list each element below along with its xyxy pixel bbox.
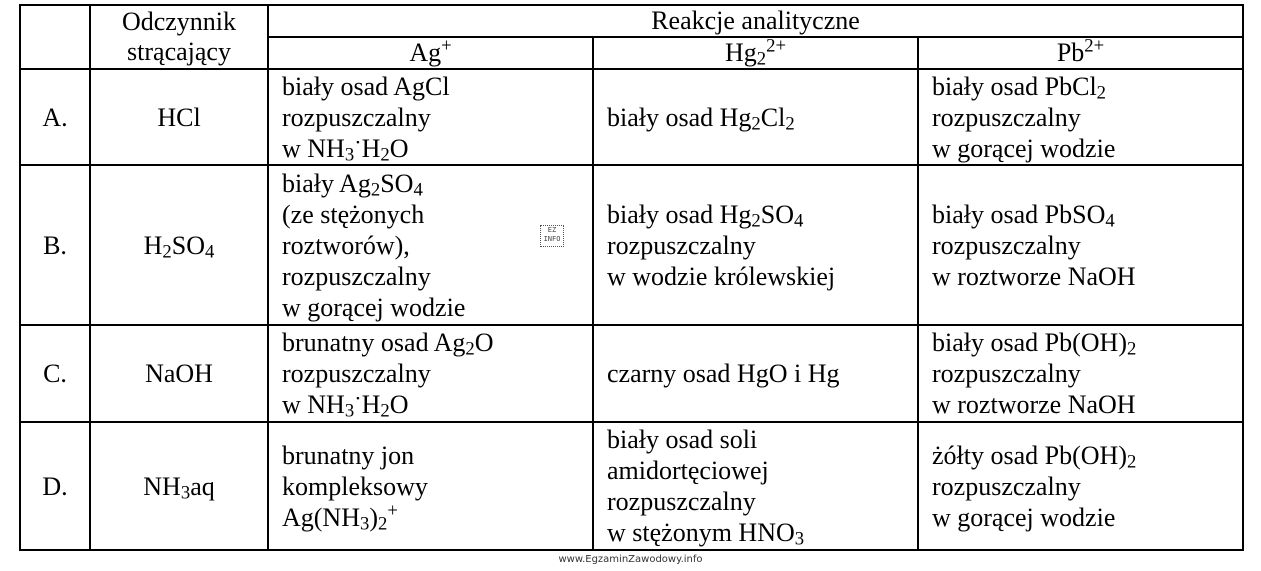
pb-reaction-cell [918,422,1243,550]
formula-sub: 2 [380,400,390,422]
formula-sub: 4 [413,178,423,200]
cell-line [607,455,917,486]
text-segment: biały osad PbCl [932,71,1097,101]
row-letter: A. [20,69,90,165]
cell-line [282,261,592,292]
formula-sub: 4 [794,209,804,231]
formula-sub: 2 [465,338,475,360]
formula-sub: 4 [205,240,215,262]
cell-line [932,261,1242,292]
text-segment: rozpuszczalny [282,102,431,132]
formula-dot: · [354,385,362,411]
reagent-cell [90,422,268,550]
cell-line [282,440,592,471]
cell-line [607,230,917,261]
text-segment: biały osad AgCl [282,71,450,101]
text-segment: w NH [282,390,345,419]
text-segment: rozpuszczalny [607,487,756,516]
text-segment: rozpuszczalny [932,471,1081,501]
formula-sub: 3 [360,512,370,534]
cell-line [932,199,1242,230]
text-segment: w wodzie królewskiej [607,261,836,291]
cell-line [607,358,917,389]
text-segment: (ze stężonych [282,199,425,229]
text-segment: aq [190,471,215,501]
formula-sub: 2 [751,209,761,231]
cell-line [282,385,592,422]
text-segment: NaOH [145,359,213,388]
cell-line [607,199,917,230]
cell-line [282,327,592,358]
pb-reaction-cell [918,165,1243,325]
text-segment: kompleksowy [282,471,428,501]
formula-sup: 2+ [766,35,787,57]
text-segment: H [361,390,381,419]
hg-reaction-cell [593,69,918,165]
cell-line [932,358,1242,389]
cell-line [282,502,592,533]
cell-line [282,358,592,389]
text-segment: SO [380,168,414,198]
formula-sub: 2 [162,240,172,262]
reagent-cell [90,69,268,165]
reagent-header-line-2: strącający [127,37,231,66]
row-letter: C. [20,325,90,422]
formula-sub: 3 [344,400,355,422]
cell-line [932,502,1242,533]
formula-sup: + [387,500,398,522]
cell-line [932,102,1242,133]
formula-sub: 3 [794,528,805,550]
text-segment: roztworów), [282,230,410,260]
text-segment: biały osad soli [607,425,758,454]
text-segment: biały osad Hg [607,102,752,132]
text-segment: Cl [760,102,786,132]
text-segment: w stężonym HNO [607,518,795,547]
cell-line [607,424,917,455]
formula-sub: 2 [1126,338,1137,360]
text-segment: biały osad Hg [607,199,752,229]
text-segment: rozpuszczalny [932,230,1081,260]
formula-sub: 2 [380,143,390,165]
ion-header-hg [593,37,918,69]
formula-sub: 4 [1105,209,1115,231]
cell-line [932,230,1242,261]
text-segment: Ag(NH [282,502,360,532]
pb-reaction-cell [918,325,1243,422]
text-segment: w roztworze NaOH [932,390,1136,419]
text-segment: H [361,133,381,163]
cell-line [932,389,1242,420]
reactions-table [19,4,1244,551]
text-segment: Ag [409,38,442,67]
text-segment: O [474,328,494,357]
text-segment: czarny osad HgO i Hg [607,359,840,388]
table-body [20,69,1243,550]
watermark-logo: EZ INFO [540,225,564,247]
row-letter: D. [20,422,90,550]
cell-line [607,261,917,292]
formula-sub: 2 [1126,450,1137,472]
footer-url: www.EgzaminZawodowy.info [558,554,703,565]
text-segment: w roztworze NaOH [932,261,1136,291]
cell-line [932,471,1242,502]
cell-line [932,440,1242,471]
text-segment: ) [369,502,379,532]
text-segment: brunatny jon [282,440,415,470]
cell-line [607,486,917,517]
text-segment: rozpuszczalny [932,359,1081,388]
text-segment: O [389,133,409,163]
reagent-header [90,5,268,69]
formula-dot: · [354,128,362,154]
reactions-header: Reakcje analityczne [268,5,1243,37]
formula-sub: 2 [370,178,381,200]
text-segment: O [389,390,409,419]
cell-line [932,71,1242,102]
hg-reaction-cell [593,325,918,422]
table-row [20,69,1243,165]
text-segment: brunatny osad Ag [282,328,466,357]
text-segment: w NH [282,133,345,163]
text-segment: Hg [724,38,757,67]
text-segment: w gorącej wodzie [932,133,1116,163]
cell-line [282,102,592,133]
cell-line [282,292,592,323]
text-segment: Pb [1056,38,1085,67]
formula-sup: 2+ [1084,35,1105,57]
text-segment: H [143,230,163,260]
hg-reaction-cell [593,422,918,550]
text-segment: HCl [157,102,201,132]
text-segment: rozpuszczalny [932,102,1081,132]
text-segment: biały Ag [282,168,371,198]
text-segment: rozpuszczalny [282,359,431,388]
text-segment: w gorącej wodzie [932,502,1116,532]
pb-reaction-cell [918,69,1243,165]
row-letter: B. [20,165,90,325]
reagent-cell [90,165,268,325]
cell-line [282,128,592,165]
formula-sub: 2 [785,112,795,134]
text-segment: rozpuszczalny [282,261,431,291]
text-segment: biały osad Pb(OH) [932,328,1127,357]
ag-reaction-cell [268,69,593,165]
text-segment: NH [143,471,181,501]
cell-line [607,517,917,548]
formula-sub: 2 [751,112,761,134]
reagent-header-line-1: Odczynnik [121,7,237,36]
formula-sub: 2 [378,512,388,534]
corner-cell [20,5,90,69]
formula-sub: 3 [344,143,355,165]
ag-reaction-cell [268,422,593,550]
cell-line [282,168,592,199]
text-segment: żółty osad Pb(OH) [932,440,1127,470]
reagent-cell [90,325,268,422]
table-row [20,165,1243,325]
cell-line [282,471,592,502]
text-segment: SO [760,199,795,229]
text-segment: rozpuszczalny [607,230,756,260]
hg-reaction-cell [593,165,918,325]
cell-line [607,102,917,133]
formula-sub: 2 [756,48,767,70]
cell-line [932,133,1242,164]
formula-sub: 2 [1096,81,1107,103]
cell-line [282,71,592,102]
text-segment: amidortęciowej [607,456,769,485]
text-segment: biały osad PbSO [932,199,1106,229]
formula-sup: + [441,35,452,57]
cell-line [932,327,1242,358]
table-row [20,325,1243,422]
ion-header-pb [918,37,1243,69]
formula-sub: 3 [180,481,191,503]
ag-reaction-cell [268,325,593,422]
table-row [20,422,1243,550]
text-segment: w gorącej wodzie [282,292,466,322]
text-segment: SO [171,230,206,260]
ion-header-ag [268,37,593,69]
header-row-1 [20,5,1243,37]
